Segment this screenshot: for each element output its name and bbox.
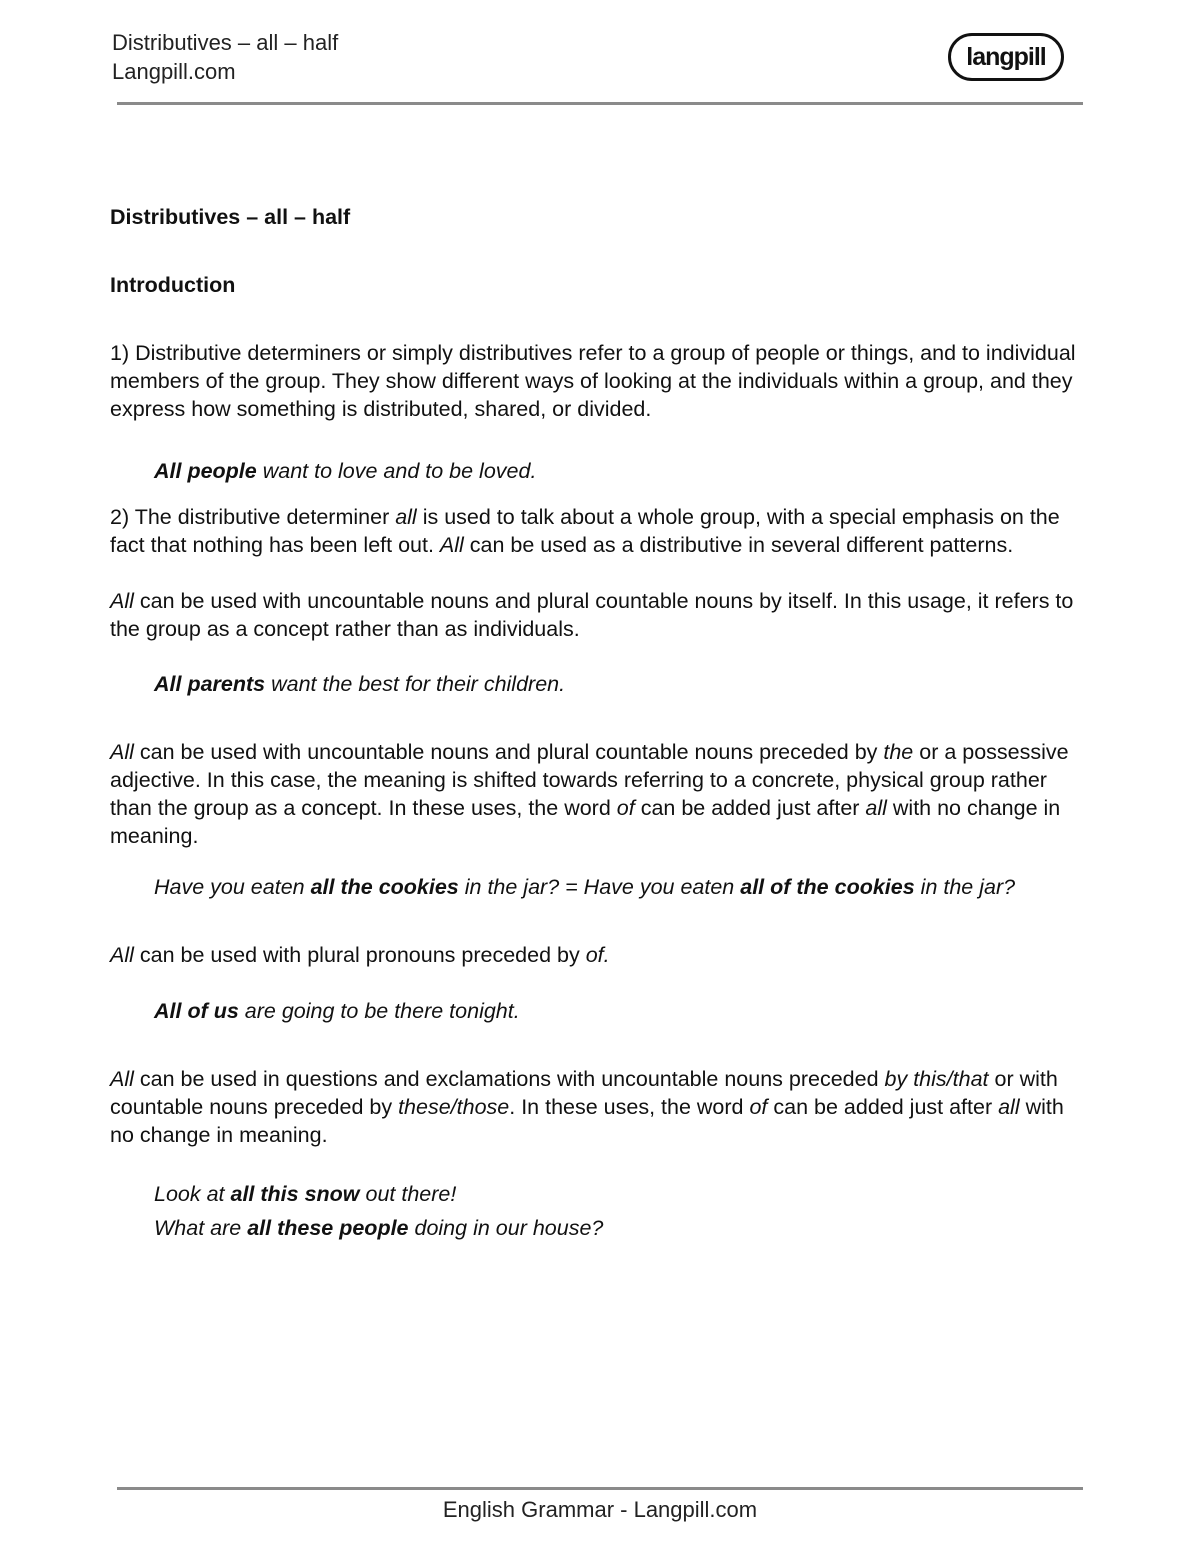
ex3-text-a: Have you eaten [154,875,311,899]
p5-italic-2: of. [585,943,610,967]
p4-italic-1: All [110,740,134,764]
p4-italic-4: all [865,796,887,820]
example-3 [110,870,1080,905]
p3-text: can be used with uncountable nouns and plural countable nouns by itself. In this usage, it refers to the group as a concept rather than as individuals. [110,589,1074,641]
paragraph-2 [110,503,1080,559]
page-footer [0,1497,1200,1523]
ex6-bold: all these people [247,1216,409,1240]
document-body [110,203,1080,1245]
example-5 [110,1177,1080,1211]
p6-text-e: with no change in meaning. [110,1095,1064,1147]
example-4-bold: All of us [154,999,239,1023]
p6-text-c: . In these uses, the word [509,1095,750,1119]
p6-text-a: can be used in questions and exclamations with uncountable nouns preceded [133,1067,885,1091]
p2-text-a: 2) The distributive determiner [110,505,396,529]
header-title: Distributives – all – half [112,30,339,55]
example-4 [110,997,1080,1025]
paragraph-3 [110,587,1080,643]
paragraph-5 [110,941,1080,969]
introduction-heading: Introduction [110,273,236,297]
p2-text-b: is used to talk about a whole group, with a special emphasis on the fact that nothing has been left out. [110,505,1060,557]
p4-text-d: with no change in meaning. [110,796,1061,848]
langpill-logo [948,33,1064,81]
example-1-rest: want to love and to be loved. [256,459,537,483]
ex3-text-c: in the jar? = Have you eaten [458,875,741,899]
p6-italic-2: by this/that [884,1067,989,1091]
ex6-text-a: What are [154,1216,248,1240]
p6-italic-4: of [749,1095,768,1119]
ex5-bold: all this snow [230,1182,360,1206]
p5-text-a: can be used with plural pronouns preceded by [133,943,586,967]
footer-divider [117,1487,1083,1490]
document-title: Distributives – all – half [110,205,351,229]
example-2-rest: want the best for their children. [265,672,566,696]
ex3-bold-2: all of the cookies [740,875,915,899]
example-4-rest: are going to be there tonight. [238,999,520,1023]
header-divider [117,102,1083,105]
p4-text-a: can be used with uncountable nouns and plural countable nouns preceded by [133,740,884,764]
p6-italic-5: all [998,1095,1020,1119]
example-2-bold: All parents [154,672,266,696]
p6-text-b: or with countable nouns preceded by [110,1067,1058,1119]
page-header [112,28,338,86]
p2-italic-1: all [395,505,417,529]
ex3-text-d: in the jar? [914,875,1016,899]
paragraph-6 [110,1065,1080,1149]
ex5-text-a: Look at [154,1182,231,1206]
p4-italic-3: of [616,796,635,820]
p6-text-d: can be added just after [767,1095,999,1119]
example-6 [110,1211,1080,1245]
p2-italic-2: All [439,533,464,557]
ex5-rest: out there! [359,1182,457,1206]
p2-text-c: can be used as a distributive in several different patterns. [463,533,1014,557]
paragraph-1: 1) Distributive determiners or simply distributives refer to a group of people or things, and to individual members of the group. They show different ways of looking at the individuals within a group, and they express how something is distributed, shared, or divided. [110,341,1076,421]
example-2 [110,670,1080,698]
example-1 [110,457,1080,485]
ex6-rest: doing in our house? [408,1216,604,1240]
p4-text-b: or a possessive adjective. In this case, the meaning is shifted towards referring to a concrete, physical group rather than the group as a concept. In these uses, the word [110,740,1069,820]
p5-italic-1: All [110,943,134,967]
p6-italic-1: All [110,1067,134,1091]
header-site: Langpill.com [112,59,236,84]
ex3-bold-1: all the cookies [310,875,459,899]
p3-italic: All [110,589,134,613]
footer-text: English Grammar - Langpill.com [442,1497,758,1522]
paragraph-4 [110,738,1080,850]
logo-text: langpill [966,42,1046,71]
p4-italic-2: the [883,740,914,764]
p6-italic-3: these/those [398,1095,510,1119]
example-1-bold: All people [154,459,257,483]
p4-text-c: can be added just after [634,796,866,820]
